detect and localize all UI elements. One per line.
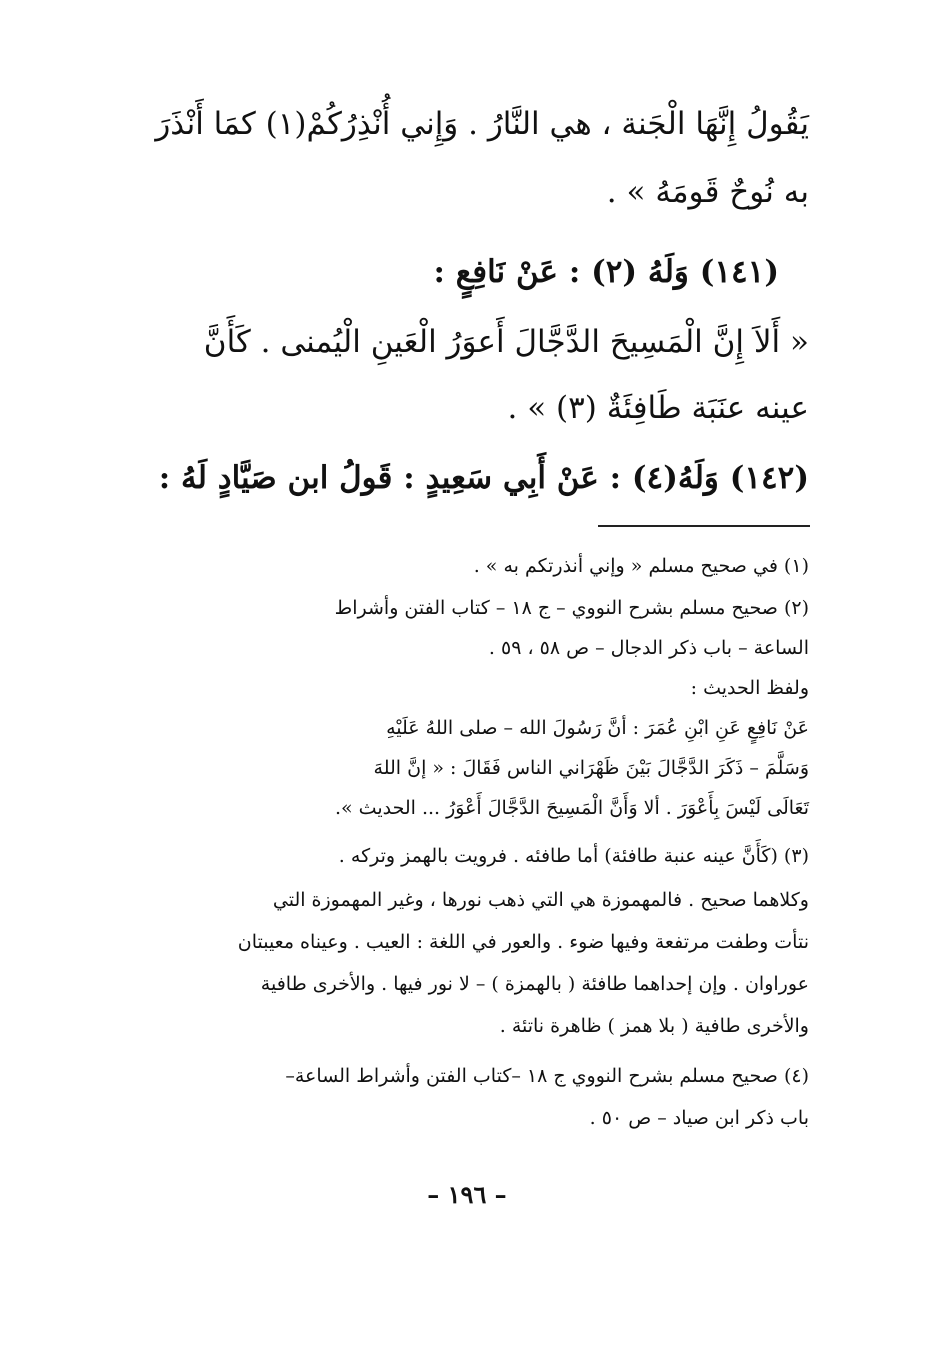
footnote-2-line-6: تَعَالَى لَيْسَ بِأَعْوَرَ . ألا وَأَنَّ الْمَسِيحَ الدَّجَّالَ أَعْوَرُ ... الحديث ». bbox=[334, 797, 809, 819]
hadith-142-heading: (١٤٢) وَلَهُ(٤) : عَنْ أَبِي سَعِيدٍ : قَولُ ابن صَيَّادٍ لَهُ : bbox=[158, 460, 809, 496]
footnote-divider bbox=[598, 525, 810, 527]
main-text-line-2: به نُوحٌ قَومَهُ » . bbox=[606, 174, 809, 210]
page-number: – ١٩٦ – bbox=[427, 1180, 507, 1209]
footnote-3-line-5: والأخرى طافية ( بلا همز ) ظاهرة ناتئة . bbox=[499, 1015, 809, 1037]
hadith-141-heading: (١٤١) وَلَهُ (٢) : عَنْ نَافِعٍ : bbox=[433, 254, 779, 290]
footnote-2-line-2: الساعة – باب ذكر الدجال – ص ٥٨ ، ٥٩ . bbox=[488, 637, 809, 659]
footnote-3-line-3: نتأت وطفت مرتفعة وفيها ضوء . والعور في اللغة : العيب . وعيناه معيبتان bbox=[237, 931, 809, 953]
main-text-line-5: عينه عنَبَة طَافِئَةٌ (٣) » . bbox=[507, 390, 809, 426]
footnote-3-line-1: (٣) (كَأَنَّ عينه عنبة طافئة) أما طافئه . فرويت بالهمز وتركه . bbox=[338, 845, 809, 867]
main-text-line-4: « أَلاَ إِنَّ الْمَسِيحَ الدَّجَّالَ أَعوَرُ الْعَينِ الْيُمنى . كَأَنَّ bbox=[203, 324, 809, 360]
footnote-1: (١) في صحيح مسلم « وإني أنذرتكم به » . bbox=[473, 555, 809, 577]
footnote-2-line-1: (٢) صحيح مسلم بشرح النووي – ج ١٨ – كتاب الفتن وأشراط bbox=[334, 597, 809, 619]
footnote-2-line-4: عَنْ نَافِعٍ عَنِ ابْنِ عُمَرَ : أنَّ رَسُولَ الله – صلى اللهُ عَلَيْهِ bbox=[386, 717, 809, 739]
footnote-2-line-5: وَسَلَّمَ – ذَكَرَ الدَّجَّالَ بَيْنَ ظَهْرَاني الناس فَقَالَ : « إنَّ اللهَ bbox=[373, 757, 809, 779]
main-text-line-1: يَقُولُ إِنَّهَا الْجَنة ، هي النَّارُ . وَإِني أُنْذِرُكُمْ(١) كمَا أَنْذَرَ bbox=[155, 106, 809, 142]
footnote-3-line-4: عوراوان . وإن إحداهما طافئة ( بالهمزة ) – لا نور فيها . والأخرى طافية bbox=[260, 973, 809, 995]
footnote-4-line-1: (٤) صحيح مسلم بشرح النووي ج ١٨ –كتاب الفتن وأشراط الساعة– bbox=[285, 1065, 809, 1087]
footnote-3-line-2: وكلاهما صحيح . فالمهموزة هي التي ذهب نورها ، وغير المهموزة التي bbox=[272, 889, 809, 911]
footnote-4-line-2: باب ذكر ابن صياد – ص ٥٠ . bbox=[589, 1107, 809, 1129]
footnote-2-line-3: ولفظ الحديث : bbox=[690, 677, 809, 699]
